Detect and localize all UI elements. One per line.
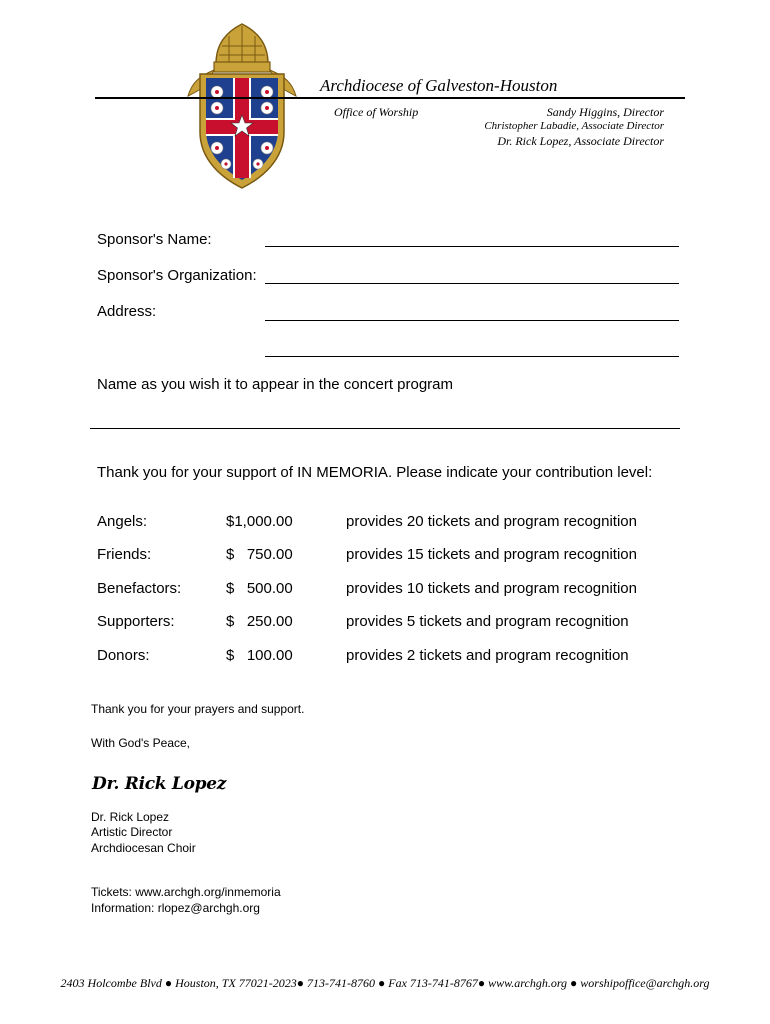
address-field-line-1[interactable] bbox=[265, 320, 679, 321]
staff-associate-director: Dr. Rick Lopez, Associate Director bbox=[497, 134, 664, 148]
level-amount: $ 100.00 bbox=[226, 647, 293, 664]
sponsor-name-label: Sponsor's Name: bbox=[97, 231, 212, 248]
level-amount: $ 250.00 bbox=[226, 613, 293, 630]
level-name: Donors: bbox=[97, 647, 150, 664]
sponsor-organization-field[interactable] bbox=[265, 283, 679, 284]
level-name: Friends: bbox=[97, 546, 152, 563]
signature: Dr. Rick Lopez bbox=[92, 774, 227, 794]
address-label: Address: bbox=[97, 303, 157, 320]
level-amount: $ 750.00 bbox=[226, 546, 293, 563]
signer-title: Artistic Director bbox=[91, 825, 173, 839]
address-field-line-2[interactable] bbox=[265, 356, 679, 357]
level-benefit: provides 20 tickets and program recognition bbox=[346, 513, 637, 530]
signer-group: Archdiocesan Choir bbox=[91, 841, 196, 855]
tickets-link[interactable]: Tickets: www.archgh.org/inmemoria bbox=[91, 885, 281, 899]
closing-thanks: Thank you for your prayers and support. bbox=[91, 702, 305, 716]
level-name: Angels: bbox=[97, 513, 148, 530]
office-name: Office of Worship bbox=[334, 105, 419, 119]
program-name-label: Name as you wish it to appear in the concert program bbox=[97, 376, 454, 393]
information-email[interactable]: Information: rlopez@archgh.org bbox=[91, 901, 260, 915]
sponsor-organization-label: Sponsor's Organization: bbox=[97, 267, 257, 284]
header-divider bbox=[95, 97, 685, 99]
footer-contact: 2403 Holcombe Blvd ● Houston, TX 77021-2023● 713-741-8760 ● Fax 713-741-8767● www.archgh.org ● worshipoffice@archgh.org bbox=[60, 976, 710, 990]
staff-associate-director: Christopher Labadie, Associate Director bbox=[484, 120, 664, 132]
level-benefit: provides 2 tickets and program recognition bbox=[346, 647, 629, 664]
program-name-field[interactable] bbox=[90, 428, 680, 429]
level-name: Supporters: bbox=[97, 613, 175, 630]
sponsor-name-field[interactable] bbox=[265, 246, 679, 247]
level-benefit: provides 5 tickets and program recognition bbox=[346, 613, 629, 630]
level-amount: $ 500.00 bbox=[226, 580, 293, 597]
signer-name: Dr. Rick Lopez bbox=[91, 810, 170, 824]
level-amount: $1,000.00 bbox=[226, 513, 293, 530]
organization-name: Archdiocese of Galveston-Houston bbox=[320, 76, 558, 95]
staff-director: Sandy Higgins, Director bbox=[546, 105, 664, 119]
closing-salutation: With God's Peace, bbox=[91, 736, 190, 750]
level-name: Benefactors: bbox=[97, 580, 182, 597]
contribution-intro: Thank you for your support of IN MEMORIA. Please indicate your contribution level: bbox=[97, 464, 653, 481]
level-benefit: provides 10 tickets and program recognition bbox=[346, 580, 637, 597]
coat-of-arms-icon bbox=[186, 22, 298, 190]
level-benefit: provides 15 tickets and program recognition bbox=[346, 546, 637, 563]
